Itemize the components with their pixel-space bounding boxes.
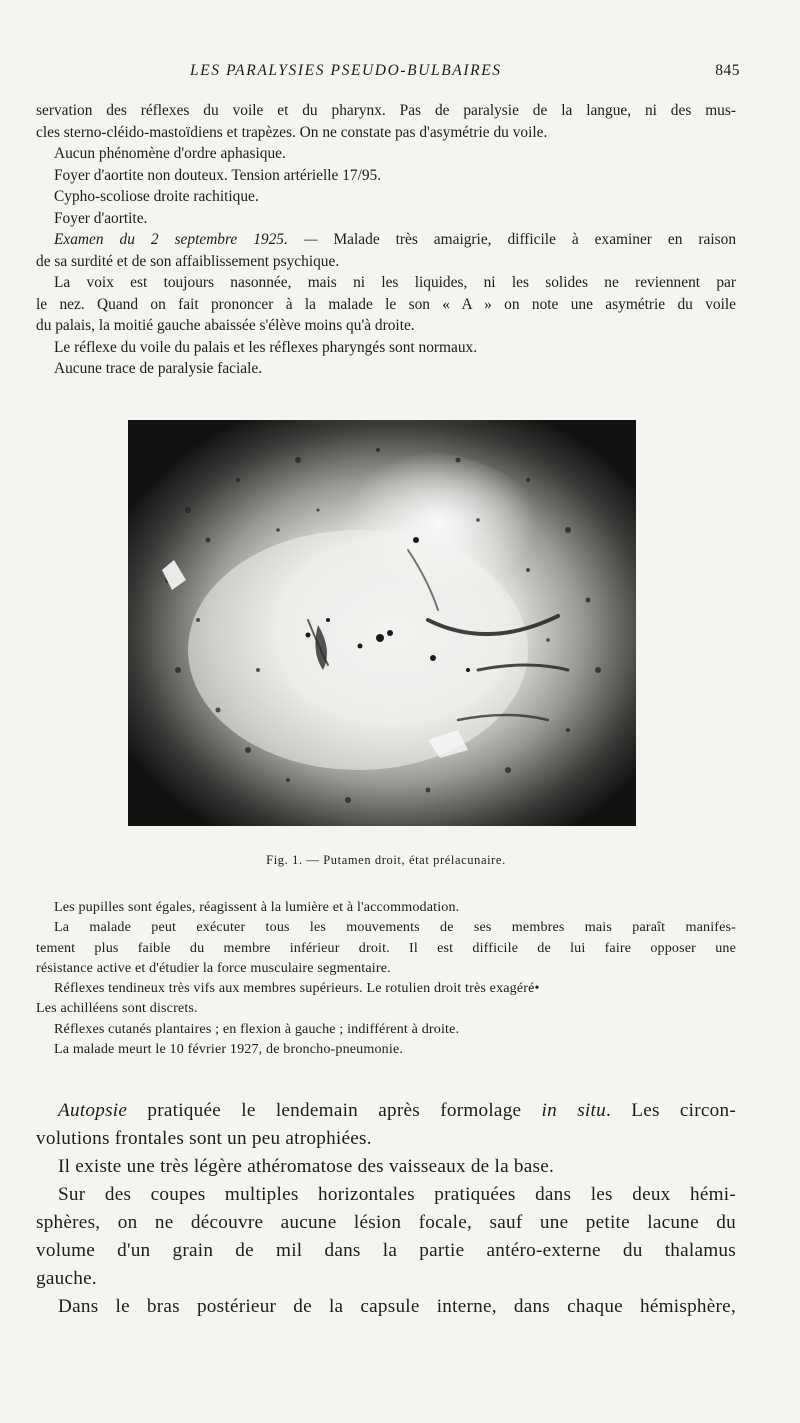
text-line: Dans le bras postérieur de la capsule interne, dans chaque hémisphère, bbox=[58, 1296, 736, 1317]
text-line: Le réflexe du voile du palais et les réflexes pharyngés sont normaux. bbox=[54, 338, 478, 356]
text-line: Malade très amaigrie, difficile à examiner en raison bbox=[333, 231, 737, 248]
micrograph-figure bbox=[128, 420, 636, 826]
text-line: Foyer d'aortite non douteux. Tension artérielle 17/95. bbox=[54, 166, 382, 184]
micrograph-image bbox=[128, 420, 636, 826]
text-line: Foyer d'aortite. bbox=[54, 209, 148, 227]
text-line: Aucun phénomène d'ordre aphasique. bbox=[54, 145, 286, 162]
text-line: Aucune trace de paralysie faciale. bbox=[54, 360, 263, 377]
text-line: volume d'un grain de mil dans la partie antéro-externe du thalamus bbox=[36, 1240, 736, 1261]
clinical-notes-section bbox=[36, 100, 736, 380]
figure-caption: Fig. 1. — Putamen droit, état prélacunaire. bbox=[266, 853, 506, 867]
clinical-findings-section bbox=[36, 897, 736, 1059]
text-line: Il existe une très légère athéromatose des vaisseaux de la base. bbox=[58, 1156, 555, 1177]
text-line: Sur des coupes multiples horizontales pratiquées dans les deux hémi- bbox=[58, 1184, 736, 1205]
text-line: Cypho-scoliose droite rachitique. bbox=[54, 188, 259, 205]
text-line: La voix est toujours nasonnée, mais ni les liquides, ni les solides ne reviennent par bbox=[54, 274, 736, 291]
running-title: LES PARALYSIES PSEUDO-BULBAIRES bbox=[190, 62, 502, 79]
running-header bbox=[40, 62, 740, 84]
in-situ-term: in situ bbox=[541, 1100, 606, 1121]
text-line: . Les circon- bbox=[605, 1100, 736, 1121]
text-line: La malade peut exécuter tous les mouvements de ses membres mais paraît manifes- bbox=[54, 919, 736, 936]
text-line: tement plus faible du membre inférieur droit. Il est difficile de lui faire opposer une bbox=[36, 939, 736, 956]
text-line: Les pupilles sont égales, réagissent à la lumière et à l'accommodation. bbox=[54, 899, 460, 915]
text-line: gauche. bbox=[36, 1268, 97, 1289]
text-line: La malade meurt le 10 février 1927, de broncho-pneumonie. bbox=[54, 1041, 404, 1058]
text-line: volutions frontales sont un peu atrophiées. bbox=[36, 1128, 372, 1149]
exam-date-label: Examen du 2 septembre 1925. — bbox=[54, 231, 318, 248]
text-line: du palais, la moitié gauche abaissée s'élève moins qu'à droite. bbox=[36, 317, 415, 334]
text-line: pratiquée le lendemain après formolage bbox=[147, 1100, 522, 1121]
autopsy-line bbox=[36, 1097, 736, 1125]
text-line: le nez. Quand on fait prononcer à la malade le son « A » on note une asymétrie du voile bbox=[36, 295, 736, 313]
text-line: résistance active et d'étudier la force musculaire segmentaire. bbox=[36, 959, 391, 976]
text-line: Réflexes cutanés plantaires ; en flexion à gauche ; indifférent à droite. bbox=[54, 1020, 460, 1037]
text-line: sphères, on ne découvre aucune lésion focale, sauf une petite lacune du bbox=[36, 1212, 736, 1233]
text-line: cles sterno-cléido-mastoïdiens et trapèzes. On ne constate pas d'asymétrie du voile. bbox=[36, 123, 548, 141]
page-number: 845 bbox=[715, 62, 740, 79]
autopsy-section bbox=[36, 1097, 736, 1321]
text-line: de sa surdité et de son affaiblissement psychique. bbox=[36, 252, 340, 270]
text-line: Les achilléens sont discrets. bbox=[36, 1000, 198, 1017]
autopsy-label: Autopsie bbox=[58, 1100, 128, 1121]
exam-line bbox=[36, 229, 736, 251]
text-line: Réflexes tendineux très vifs aux membres supérieurs. Le rotulien droit très exagéré• bbox=[54, 980, 540, 997]
text-line: servation des réflexes du voile et du pharynx. Pas de paralysie de la langue, ni des mus- bbox=[36, 102, 736, 119]
